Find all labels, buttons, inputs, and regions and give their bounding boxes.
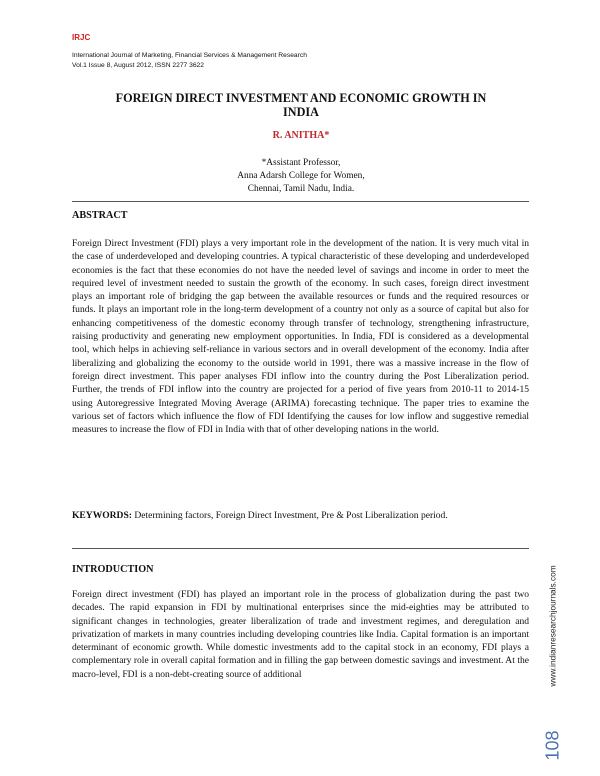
abstract-heading: ABSTRACT bbox=[72, 210, 128, 221]
issue-line: Vol.1 Issue 8, August 2012, ISSN 2277 3622 bbox=[72, 62, 204, 69]
affiliation-line-3: Chennai, Tamil Nadu, India. bbox=[247, 184, 355, 195]
divider-top bbox=[72, 201, 529, 202]
journal-name: International Journal of Marketing, Financial Services & Management Research bbox=[72, 52, 307, 59]
affiliation bbox=[72, 157, 530, 197]
journal-url-text[interactable]: www.indianresearchjournals.com bbox=[548, 565, 558, 687]
title-line-2: INDIA bbox=[283, 105, 319, 119]
author-name: R. ANITHA* bbox=[272, 130, 330, 141]
journal-url[interactable] bbox=[545, 536, 561, 716]
page-number bbox=[538, 728, 568, 762]
paper-title bbox=[72, 91, 530, 119]
page-number-text: 108 bbox=[542, 729, 563, 761]
divider-bottom bbox=[72, 548, 529, 549]
keywords-text: Determining factors, Foreign Direct Investment, Pre & Post Liberalization period. bbox=[131, 510, 448, 521]
keywords bbox=[72, 509, 529, 522]
introduction-heading: INTRODUCTION bbox=[72, 564, 154, 575]
affiliation-line-2: Anna Adarsh College for Women, bbox=[237, 171, 365, 182]
introduction-text: Foreign direct investment (FDI) has played an important role in the process of globalization during the past two decades. The rapid expansion in FDI by multinational enterprises since the mid-eighties may be attributed to significant changes in technologies, greater liberalization of trade and investment regimes, and deregulation and privatization of markets in many countries including developing countries like India. Capital formation is an important determinant of economic growth. While domestic investments add to the capital stock in an economy, FDI plays a complementary role in overall capital formation and in filling the gap between domestic savings and investment. At the macro-level, FDI is a non-debt-creating source of additional bbox=[72, 589, 529, 680]
abstract-text: Foreign Direct Investment (FDI) plays a very important role in the development of the nation. It is very much vital in the case of underdeveloped and developing countries. A typical characteristic of these developing and underdeveloped economies is the fact that these economies do not have the needed level of savings and income in order to meet the required level of investment needed to sustain the growth of the economy. In such cases, foreign direct investment plays an important role of bridging the gap between the available resources or funds and the required resources or funds. It plays an important role in the long-term development of a country not only as a source of capital but also for enhancing competitiveness of the domestic economy through transfer of technology, strengthening infrastructure, raising productivity and generating new employment opportunities. In India, FDI is considered as a developmental tool, which helps in achieving self-reliance in various sectors and in overall development of the economy. India after liberalizing and globalizing the economy to the outside world in 1991, there was a massive increase in the flow of foreign direct investment. This paper analyses FDI inflow into the country during the Post Liberalization period. Further, the trends of FDI inflow into the country are projected for a period of five years from 2010-11 to 2014-15 using Autoregressive Integrated Moving Average (ARIMA) forecasting technique. The paper tries to examine the various set of factors which influence the flow of FDI Identifying the causes for low inflow and suggestive remedial measures to increase the flow of FDI in India with that of other developing nations in the world. bbox=[72, 238, 529, 436]
keywords-label: KEYWORDS: bbox=[72, 510, 132, 521]
affiliation-line-1: *Assistant Professor, bbox=[261, 158, 341, 168]
journal-code: IRJC bbox=[72, 33, 91, 42]
title-line-1: FOREIGN DIRECT INVESTMENT AND ECONOMIC GROWTH IN bbox=[115, 91, 487, 105]
